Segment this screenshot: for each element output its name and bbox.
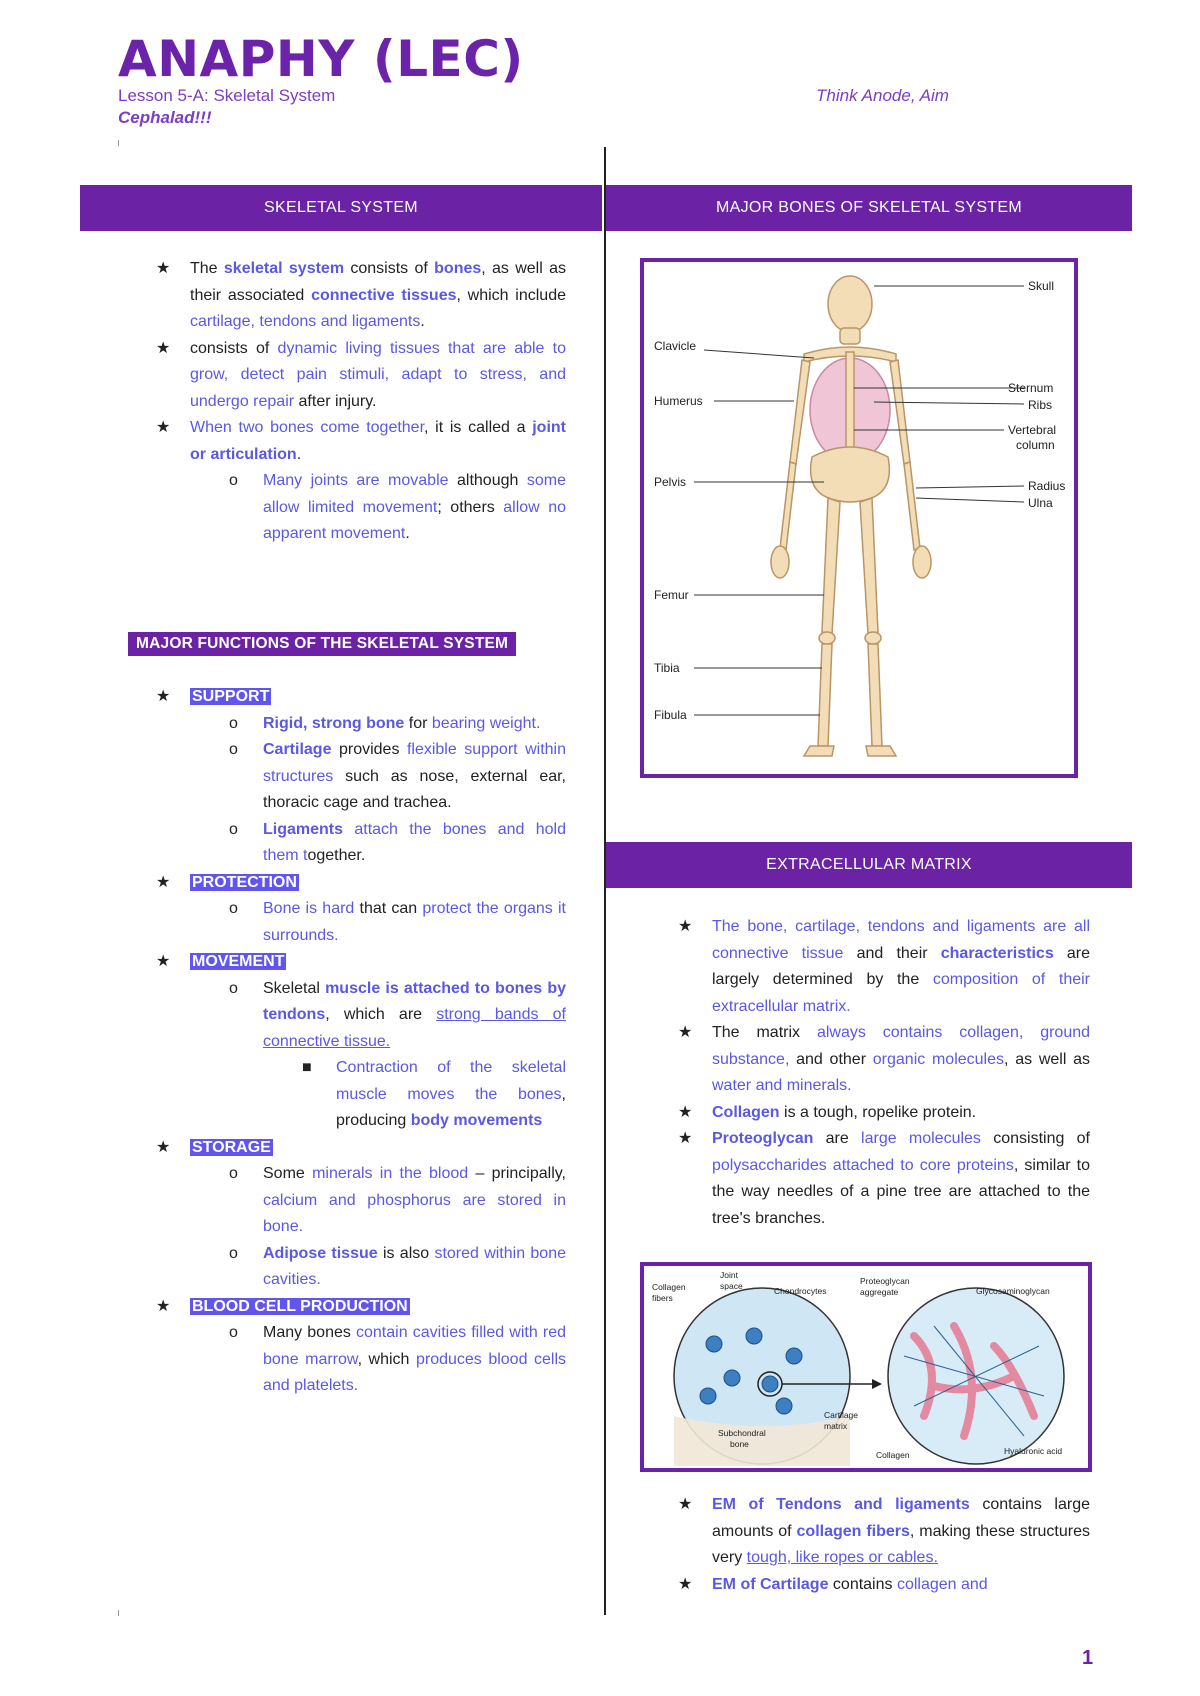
list-item: ★ The matrix always contains collagen, ground substance, and other organic molecules, as well as water and minerals. xyxy=(678,1024,1091,1094)
sternum-label: Sternum xyxy=(1008,381,1054,395)
list-item: ★ BLOOD CELL PRODUCTION xyxy=(156,1297,408,1315)
femur-label: Femur xyxy=(654,588,689,602)
list-item: o Cartilage provides flexible support within structures such as nose, external ear, thoracic cage and trachea. xyxy=(229,741,566,811)
humerus-label: Humerus xyxy=(654,394,703,408)
list-item: ★ Collagen is a tough, ropelike protein. xyxy=(678,1103,977,1121)
list-item: ★ When two bones come together, it is called a joint or articulation. xyxy=(156,419,566,463)
list-item: ★ MOVEMENT xyxy=(156,953,285,970)
skeleton-figure xyxy=(640,258,1078,778)
cephalad-text: Cephalad!!! xyxy=(118,108,212,127)
list-item: o Ligaments attach the bones and hold them together. xyxy=(229,820,566,864)
pelvis-label: Pelvis xyxy=(654,475,687,489)
column-label: column xyxy=(1016,438,1055,452)
collagen-fibers-label: Collagen xyxy=(652,1282,686,1292)
collagen-fibers-label-2: fibers xyxy=(652,1293,673,1303)
list-item: ★ EM of Cartilage contains collagen and xyxy=(678,1575,988,1593)
major-functions-header: MAJOR FUNCTIONS OF THE SKELETAL SYSTEM xyxy=(128,632,516,656)
list-item: ★ STORAGE xyxy=(156,1138,271,1156)
functions-content xyxy=(156,684,567,1400)
list-item: o Some minerals in the blood – principally, calcium and phosphorus are stored in bone. xyxy=(229,1165,566,1235)
subchondral-bone-label-2: bone xyxy=(730,1439,749,1449)
cartilage-matrix-label-2: matrix xyxy=(824,1421,848,1431)
list-item: ★ PROTECTION xyxy=(156,873,297,891)
margin-tick xyxy=(118,140,119,146)
list-item: ★ The skeletal system consists of bones, as well as their associated connective tissues, which include cartilage, tendons and ligaments. xyxy=(156,260,567,330)
skeletal-system-content xyxy=(156,256,567,548)
list-item: o Rigid, strong bone for bearing weight. xyxy=(229,714,541,732)
document-title: ANAPHY (LEC) xyxy=(118,30,524,88)
list-item: ★ EM of Tendons and ligaments contains large amounts of collagen fibers, making these structures very tough, like ropes or cables. xyxy=(678,1496,1091,1566)
vertebral-label: Vertebral xyxy=(1008,423,1057,437)
glycosaminoglycan-label: Glycosaminoglycan xyxy=(976,1286,1050,1296)
proteoglycan-label: Proteoglycan xyxy=(860,1276,910,1286)
list-item: ★ Proteoglycan are large molecules consisting of polysaccharides attached to core proteins, similar to the way needles of a pine tree are attached to the tree's branches. xyxy=(678,1130,1090,1227)
margin-tick xyxy=(118,1610,119,1616)
extracellular-matrix-content xyxy=(678,914,1091,1232)
em-content xyxy=(678,1492,1091,1598)
cartilage-illustration xyxy=(644,1266,1088,1468)
clavicle-label: Clavicle xyxy=(654,339,697,353)
ulna-label: Ulna xyxy=(1028,496,1053,510)
skeletal-system-header: SKELETAL SYSTEM xyxy=(80,185,602,231)
list-item: o Bone is hard that can protect the organs it surrounds. xyxy=(229,900,566,944)
list-item: ★ The bone, cartilage, tendons and ligaments are all connective tissue and their characteristics are largely determined by the composition of their extracellular matrix. xyxy=(678,918,1091,1015)
collagen-label: Collagen xyxy=(876,1450,910,1460)
fibula-label: Fibula xyxy=(654,708,687,722)
joint-space-label-2: space xyxy=(720,1281,743,1291)
list-item: ★ consists of dynamic living tissues that are able to grow, detect pain stimuli, adapt to stress, and undergo repair after injury. xyxy=(156,339,566,410)
skeleton-illustration xyxy=(644,262,1074,774)
motto-text: Think Anode, Aim xyxy=(816,86,949,105)
page-number: 1 xyxy=(1082,1647,1094,1669)
chondrocytes-label: Chondrocytes xyxy=(774,1286,827,1296)
radius-label: Radius xyxy=(1028,479,1066,493)
list-item: ★ SUPPORT xyxy=(156,688,270,705)
cartilage-matrix-label: Cartilage xyxy=(824,1410,859,1420)
cartilage-figure xyxy=(640,1262,1092,1472)
list-item: o Adipose tissue is also stored within bone cavities. xyxy=(229,1244,566,1288)
hyaluronic-acid-label: Hyaluronic acid xyxy=(1004,1446,1063,1456)
list-item: o Many joints are movable although some allow limited movement; others allow no apparent movement. xyxy=(229,472,567,542)
lesson-subtitle: Lesson 5-A: Skeletal System xyxy=(118,86,336,105)
major-bones-header: MAJOR BONES OF SKELETAL SYSTEM xyxy=(606,185,1132,231)
list-item: o Many bones contain cavities filled with red bone marrow, which produces blood cells and platelets. xyxy=(229,1324,567,1394)
joint-space-label: Joint xyxy=(720,1270,738,1280)
list-item: o Skeletal muscle is attached to bones by tendons, which are strong bands of connective tissue. xyxy=(229,979,566,1050)
proteoglycan-label-2: aggregate xyxy=(860,1287,899,1297)
tibia-label: Tibia xyxy=(654,661,680,675)
list-item: ■ Contraction of the skeletal muscle moves the bones, producing body movements xyxy=(302,1059,566,1129)
extracellular-matrix-header: EXTRACELLULAR MATRIX xyxy=(606,842,1132,888)
ribs-label: Ribs xyxy=(1028,398,1053,412)
skull-label: Skull xyxy=(1028,279,1055,293)
subchondral-bone-label: Subchondral xyxy=(718,1428,766,1438)
